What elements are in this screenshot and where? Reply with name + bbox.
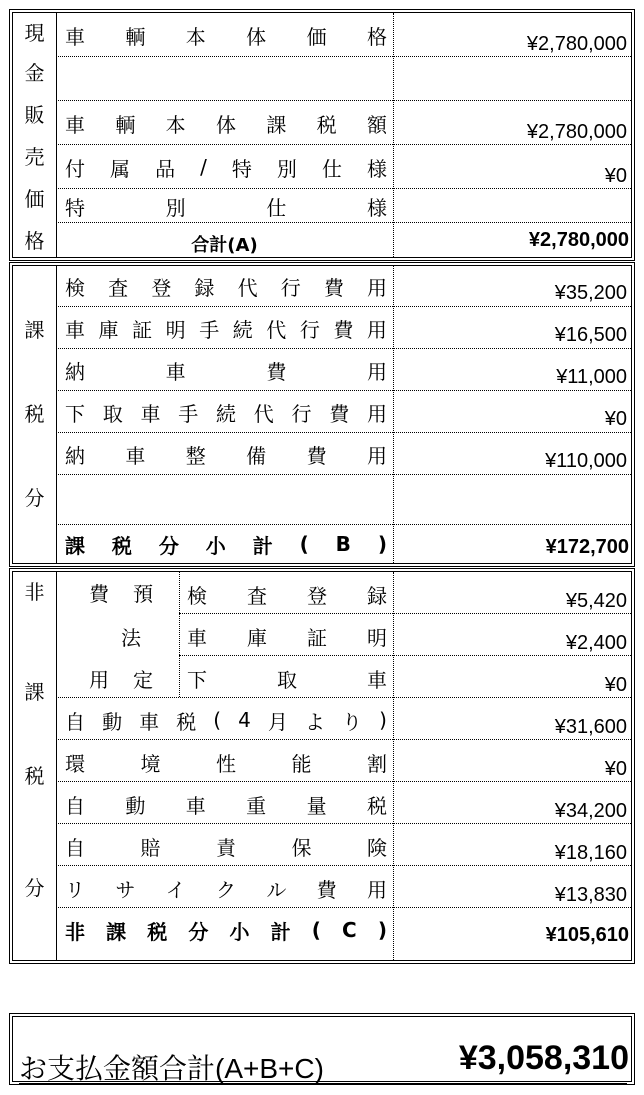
label-char: 自	[65, 835, 85, 860]
label-char: 自	[65, 709, 85, 734]
row-label	[65, 872, 387, 904]
label-char: 代	[237, 275, 258, 300]
label-char: 明	[165, 317, 186, 342]
label-char: 分	[158, 533, 179, 558]
row-label	[65, 19, 387, 51]
label-char: 証	[307, 625, 327, 650]
label-char: 動	[102, 709, 123, 734]
label-char: 責	[216, 835, 236, 860]
side-label-char: 現	[24, 21, 45, 45]
label-char: /	[200, 155, 207, 179]
label-char: 4	[238, 708, 251, 732]
row-label	[65, 312, 387, 344]
label-char: 車	[139, 709, 160, 734]
label-char: 査	[108, 275, 129, 300]
label-char: 境	[140, 751, 161, 776]
label-char: 録	[367, 583, 387, 608]
label-char: 分	[188, 919, 209, 944]
label-char: 預	[133, 581, 153, 606]
label-char: 計	[252, 533, 273, 558]
label-char: 量	[306, 793, 327, 818]
row-label	[65, 438, 387, 470]
label-char: 証	[132, 317, 153, 342]
row-label	[187, 578, 387, 610]
column-divider	[393, 266, 394, 563]
label-char: 納	[65, 443, 85, 468]
label-char: (	[311, 918, 321, 942]
label-char: 代	[266, 317, 287, 342]
side-divider	[56, 266, 57, 563]
label-char: 用	[367, 401, 387, 426]
label-char: 様	[366, 156, 387, 181]
label-char: 取	[102, 401, 123, 426]
side-label-char: 非	[24, 580, 45, 604]
column-divider	[393, 572, 394, 960]
label-char: 税	[111, 533, 132, 558]
group-divider	[179, 572, 180, 697]
label-char: 代	[253, 401, 274, 426]
group-label: 法	[121, 626, 141, 650]
label-char: 様	[366, 195, 387, 220]
label-char: リ	[65, 877, 85, 902]
label-char: 下	[65, 401, 85, 426]
row-label	[65, 746, 387, 778]
row-label	[187, 662, 387, 694]
label-char: 備	[246, 443, 267, 468]
label-char: 費	[306, 443, 327, 468]
label-char: 計	[270, 919, 291, 944]
label-char: 検	[187, 583, 207, 608]
row-label	[65, 270, 387, 302]
label-char: 割	[367, 751, 387, 776]
label-char: 下	[187, 667, 207, 692]
label-char: (	[299, 532, 309, 556]
row-amount: ¥13,830	[554, 884, 627, 906]
label-char: 価	[306, 24, 327, 49]
label-char: 車	[187, 625, 207, 650]
row-label	[65, 704, 387, 736]
row-amount: ¥18,160	[554, 842, 627, 864]
label-char: 格	[366, 24, 387, 49]
label-char: 費	[266, 359, 287, 384]
label-char: 税	[366, 793, 387, 818]
subtotal-b-amount: ¥172,700	[545, 536, 629, 558]
label-char: 課	[106, 919, 127, 944]
label-char: 納	[65, 359, 85, 384]
label-char: 手	[178, 401, 199, 426]
label-char: 険	[367, 835, 387, 860]
label-char: 付	[65, 156, 85, 181]
label-char: 車	[65, 112, 85, 137]
label-char: 属	[110, 156, 131, 181]
side-label-char: 課	[24, 318, 45, 342]
label-char: 庫	[247, 625, 267, 650]
row-label	[65, 396, 387, 428]
label-char: 車	[65, 24, 85, 49]
side-label-char: 税	[24, 764, 45, 788]
label-char: 検	[65, 275, 85, 300]
label-char: 税	[176, 709, 197, 734]
label-char: 費	[89, 581, 109, 606]
label-char: 税	[147, 919, 168, 944]
label-char: 本	[165, 112, 186, 137]
label-char: 明	[367, 625, 387, 650]
row-amount: ¥35,200	[554, 282, 627, 304]
label-char: 仕	[321, 156, 342, 181]
label-char: C	[342, 918, 357, 942]
label-char: 査	[247, 583, 267, 608]
side-label-char: 課	[24, 680, 45, 704]
row-amount: ¥34,200	[554, 800, 627, 822]
side-label-char: 金	[24, 61, 45, 85]
row-amount: ¥2,780,000	[526, 121, 627, 143]
row-label	[65, 105, 387, 141]
row-amount: ¥2,780,000	[526, 33, 627, 55]
row-label	[65, 788, 387, 820]
label-char: 用	[366, 443, 387, 468]
label-char: 重	[246, 793, 267, 818]
side-label-char: 価	[24, 187, 45, 211]
row-amount: ¥16,500	[554, 324, 627, 346]
label-char: 行	[291, 401, 312, 426]
label-char: ル	[266, 877, 287, 902]
row-amount: ¥31,600	[554, 716, 627, 738]
label-char: 性	[216, 751, 236, 776]
group-label	[89, 576, 153, 608]
side-label-char: 税	[24, 402, 45, 426]
label-char: 用	[89, 667, 109, 692]
grand-total-underline	[19, 1083, 627, 1085]
side-divider	[56, 13, 57, 257]
label-char: 定	[133, 667, 153, 692]
label-char: 額	[366, 112, 387, 137]
label-char: 用	[366, 877, 387, 902]
label-char: 登	[307, 583, 327, 608]
label-char: 整	[185, 443, 206, 468]
group-label	[89, 662, 153, 694]
taxable-section	[9, 262, 635, 567]
row-label	[187, 620, 387, 652]
subtotal-b-label	[65, 528, 387, 560]
label-char: 小	[205, 533, 226, 558]
side-label-char: 格	[24, 229, 45, 253]
label-char: 別	[276, 156, 297, 181]
subtotal-a-label: 合計(A)	[191, 235, 258, 256]
label-char: 費	[333, 317, 354, 342]
label-char: 庫	[98, 317, 119, 342]
label-char: 登	[151, 275, 172, 300]
cash-price-section	[9, 9, 635, 261]
label-char: )	[377, 532, 387, 556]
side-divider	[56, 572, 57, 960]
label-char: 課	[65, 533, 85, 558]
label-char: 費	[329, 401, 350, 426]
label-char: 能	[291, 751, 312, 776]
row-amount: ¥2,400	[565, 632, 627, 654]
row-label	[65, 191, 387, 221]
label-char: 本	[185, 24, 206, 49]
label-char: 課	[266, 112, 287, 137]
label-char: 車	[165, 359, 186, 384]
row-label	[65, 149, 387, 185]
side-label-char: 分	[24, 876, 45, 900]
subtotal-c-label	[65, 914, 387, 946]
label-char: 費	[323, 275, 344, 300]
label-char: 車	[140, 401, 161, 426]
row-amount: ¥0	[604, 758, 627, 780]
label-char: 輌	[125, 24, 146, 49]
label-char: 体	[246, 24, 267, 49]
row-amount: ¥0	[604, 674, 627, 696]
row-amount: ¥5,420	[565, 590, 627, 612]
label-char: 自	[65, 793, 85, 818]
label-char: 取	[277, 667, 297, 692]
row-amount: ¥110,000	[545, 450, 627, 472]
label-char: 税	[316, 112, 337, 137]
label-char: 品	[155, 156, 176, 181]
label-char: 動	[125, 793, 146, 818]
label-char: 手	[199, 317, 220, 342]
side-label-char: 売	[24, 145, 45, 169]
label-char: 用	[366, 275, 387, 300]
label-char: り	[342, 709, 363, 734]
label-char: 非	[65, 919, 85, 944]
non-taxable-section	[9, 568, 635, 964]
label-char: 特	[231, 156, 252, 181]
label-char: イ	[165, 877, 186, 902]
label-char: 仕	[266, 195, 287, 220]
label-char: ク	[215, 877, 236, 902]
label-char: 環	[65, 751, 85, 776]
label-char: 車	[125, 443, 146, 468]
label-char: 特	[65, 195, 85, 220]
subtotal-c-amount: ¥105,610	[545, 924, 629, 946]
row-amount: ¥11,000	[556, 366, 627, 388]
label-char: 続	[216, 401, 236, 426]
label-char: (	[213, 708, 222, 732]
label-char: )	[379, 708, 387, 732]
label-char: 続	[232, 317, 253, 342]
label-char: 月	[267, 709, 288, 734]
label-char: 別	[165, 195, 186, 220]
column-divider	[393, 13, 394, 257]
side-label-char: 販	[24, 103, 45, 127]
side-label-char: 分	[24, 486, 45, 510]
grand-total-label: お支払金額合計(A+B+C)	[19, 1053, 324, 1084]
label-char: 車	[185, 793, 206, 818]
row-amount: ¥0	[604, 165, 627, 187]
row-amount: ¥0	[604, 408, 627, 430]
label-char: 用	[366, 317, 387, 342]
label-char: 用	[366, 359, 387, 384]
label-char: 録	[194, 275, 215, 300]
label-char: 車	[65, 317, 85, 342]
grand-total-box	[9, 1013, 635, 1085]
row-label	[65, 830, 387, 862]
label-char: 体	[215, 112, 236, 137]
grand-total-amount: ¥3,058,310	[458, 1039, 629, 1077]
label-char: 輌	[115, 112, 136, 137]
label-char: サ	[115, 877, 136, 902]
row-label	[65, 354, 387, 386]
label-char: B	[335, 532, 351, 556]
label-char: )	[377, 918, 387, 942]
label-char: 行	[280, 275, 301, 300]
label-char: 費	[316, 877, 337, 902]
label-char: 保	[291, 835, 312, 860]
label-char: 車	[367, 667, 387, 692]
label-char: 小	[229, 919, 250, 944]
label-char: よ	[304, 709, 325, 734]
label-char: 行	[299, 317, 320, 342]
label-char: 賠	[140, 835, 161, 860]
subtotal-a-amount: ¥2,780,000	[528, 229, 629, 251]
